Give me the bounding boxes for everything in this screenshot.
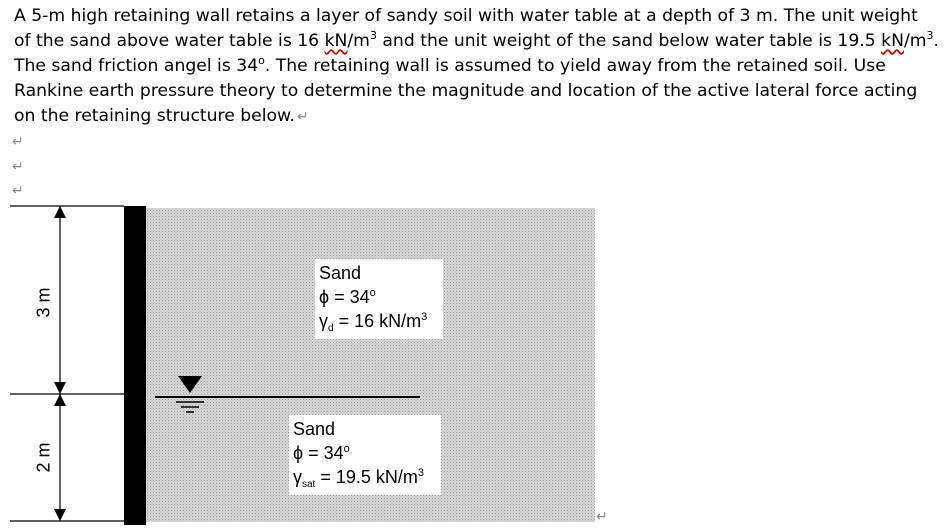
dimension-label-2m: 2 m [33, 442, 54, 473]
problem-text-3: and the unit weight of the sand below water table is 19.5 [376, 31, 882, 51]
sup-deg: o [258, 54, 265, 67]
dimension-lines [10, 206, 124, 521]
empty-paragraph-mark: ↵ [12, 159, 24, 175]
sup-3-b: 3 [926, 29, 934, 42]
problem-text-6: . The retaining wall is assumed to yield away from the retained soil. Use Rankine earth pressure theory to determine the magnitude and location of the active lateral force acting on the retaining structure below. [14, 56, 918, 126]
figure-paragraph-mark: ↵ [596, 509, 608, 525]
empty-paragraph-mark: ↵ [12, 134, 24, 150]
problem-text-2: /m [347, 31, 370, 51]
upper-gamma-line: $\gamma_d = 16$ $kN/m^3$ [319, 311, 428, 334]
empty-paragraph-mark: ↵ [12, 183, 24, 199]
sup-3-a: 3 [369, 29, 377, 42]
problem-text-4: /m [903, 31, 927, 51]
unit-kn-2: kN [881, 31, 904, 51]
paragraph-mark: ↵ [296, 109, 309, 125]
lower-gamma-line: $\gamma_{sat} = 19.5$ $kN/m^3$ [293, 467, 425, 490]
unit-kn-1: kN [324, 31, 348, 51]
upper-phi-line: $\phi = 34^o$ [319, 287, 376, 307]
lower-sand-label [289, 415, 441, 495]
problem-text-1: A 5-m high retaining wall retains a layer of sandy soil with water table at a depth of 3 m. The unit weight of the sand above water table is 16 [14, 6, 918, 51]
lower-sand-name: Sand [293, 419, 336, 439]
dimension-label-3m: 3 m [33, 287, 54, 318]
upper-sand-label [315, 259, 443, 339]
upper-sand-name: Sand [319, 263, 362, 283]
problem-text-5: . The sand friction angel is 34 [14, 31, 939, 76]
retaining-wall [124, 206, 146, 525]
lower-phi-line: $\phi = 34^o$ [293, 443, 350, 463]
